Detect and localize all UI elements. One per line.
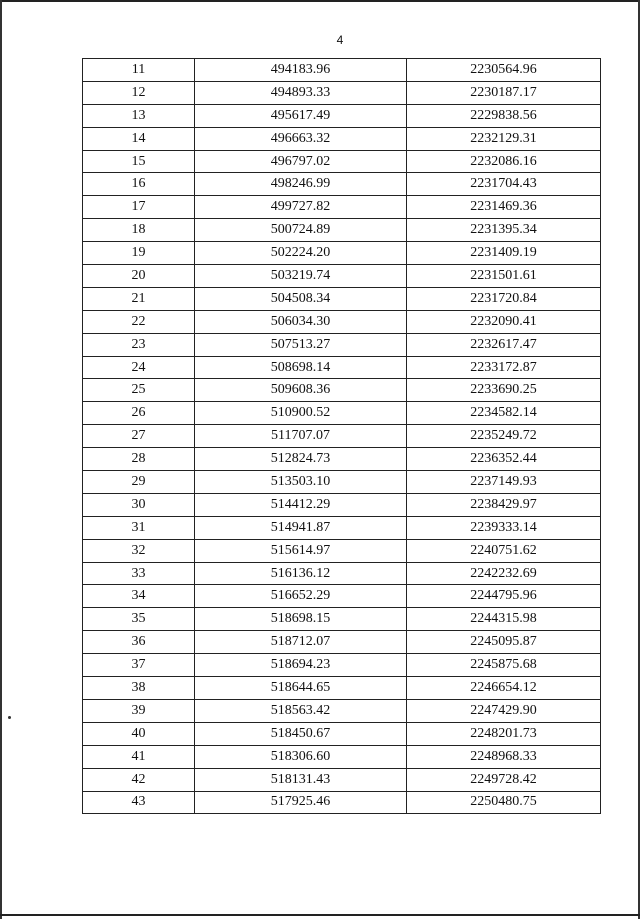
y-coordinate-cell: 2245095.87	[407, 631, 601, 654]
x-coordinate-cell: 507513.27	[195, 333, 407, 356]
point-number-cell: 29	[83, 471, 195, 494]
y-coordinate-cell: 2239333.14	[407, 516, 601, 539]
point-number-cell: 17	[83, 196, 195, 219]
scan-speck	[8, 716, 11, 719]
x-coordinate-cell: 518698.15	[195, 608, 407, 631]
table-row	[83, 471, 601, 494]
x-coordinate-cell: 512824.73	[195, 448, 407, 471]
x-coordinate-cell: 506034.30	[195, 310, 407, 333]
x-coordinate-cell: 500724.89	[195, 219, 407, 242]
y-coordinate-cell: 2242232.69	[407, 562, 601, 585]
x-coordinate-cell: 502224.20	[195, 242, 407, 265]
x-coordinate-cell: 499727.82	[195, 196, 407, 219]
table-row	[83, 287, 601, 310]
table-row	[83, 150, 601, 173]
y-coordinate-cell: 2231395.34	[407, 219, 601, 242]
point-number-cell: 25	[83, 379, 195, 402]
y-coordinate-cell: 2231409.19	[407, 242, 601, 265]
y-coordinate-cell: 2233690.25	[407, 379, 601, 402]
y-coordinate-cell: 2248201.73	[407, 722, 601, 745]
y-coordinate-cell: 2232090.41	[407, 310, 601, 333]
table-row	[83, 173, 601, 196]
point-number-cell: 16	[83, 173, 195, 196]
table-row	[83, 310, 601, 333]
y-coordinate-cell: 2231469.36	[407, 196, 601, 219]
y-coordinate-cell: 2244795.96	[407, 585, 601, 608]
x-coordinate-cell: 516136.12	[195, 562, 407, 585]
x-coordinate-cell: 496663.32	[195, 127, 407, 150]
page-edge-top	[0, 0, 640, 2]
y-coordinate-cell: 2231720.84	[407, 287, 601, 310]
x-coordinate-cell: 496797.02	[195, 150, 407, 173]
y-coordinate-cell: 2229838.56	[407, 104, 601, 127]
x-coordinate-cell: 514412.29	[195, 493, 407, 516]
table-row	[83, 104, 601, 127]
y-coordinate-cell: 2248968.33	[407, 745, 601, 768]
table-row	[83, 631, 601, 654]
table-row	[83, 219, 601, 242]
y-coordinate-cell: 2232086.16	[407, 150, 601, 173]
table-row	[83, 791, 601, 814]
y-coordinate-cell: 2231501.61	[407, 265, 601, 288]
point-number-cell: 37	[83, 654, 195, 677]
x-coordinate-cell: 514941.87	[195, 516, 407, 539]
point-number-cell: 30	[83, 493, 195, 516]
point-number-cell: 39	[83, 699, 195, 722]
y-coordinate-cell: 2245875.68	[407, 654, 601, 677]
point-number-cell: 22	[83, 310, 195, 333]
x-coordinate-cell: 517925.46	[195, 791, 407, 814]
table-row	[83, 81, 601, 104]
x-coordinate-cell: 518450.67	[195, 722, 407, 745]
y-coordinate-cell: 2232617.47	[407, 333, 601, 356]
point-number-cell: 35	[83, 608, 195, 631]
x-coordinate-cell: 513503.10	[195, 471, 407, 494]
table-row	[83, 722, 601, 745]
point-number-cell: 42	[83, 768, 195, 791]
y-coordinate-cell: 2231704.43	[407, 173, 601, 196]
table-row	[83, 493, 601, 516]
x-coordinate-cell: 511707.07	[195, 425, 407, 448]
table-row	[83, 333, 601, 356]
point-number-cell: 23	[83, 333, 195, 356]
table-row	[83, 379, 601, 402]
x-coordinate-cell: 518563.42	[195, 699, 407, 722]
page-edge-bottom	[0, 914, 640, 916]
table-row	[83, 265, 601, 288]
table-row	[83, 242, 601, 265]
y-coordinate-cell: 2236352.44	[407, 448, 601, 471]
point-number-cell: 40	[83, 722, 195, 745]
table-row	[83, 562, 601, 585]
table-row	[83, 59, 601, 82]
x-coordinate-cell: 518131.43	[195, 768, 407, 791]
point-number-cell: 27	[83, 425, 195, 448]
point-number-cell: 43	[83, 791, 195, 814]
table-row	[83, 608, 601, 631]
table-row	[83, 402, 601, 425]
y-coordinate-cell: 2246654.12	[407, 677, 601, 700]
table-row	[83, 127, 601, 150]
table-row	[83, 745, 601, 768]
x-coordinate-cell: 503219.74	[195, 265, 407, 288]
table-row	[83, 677, 601, 700]
x-coordinate-cell: 518644.65	[195, 677, 407, 700]
y-coordinate-cell: 2233172.87	[407, 356, 601, 379]
table-row	[83, 425, 601, 448]
y-coordinate-cell: 2250480.75	[407, 791, 601, 814]
point-number-cell: 13	[83, 104, 195, 127]
coordinates-table	[82, 58, 601, 814]
point-number-cell: 21	[83, 287, 195, 310]
point-number-cell: 33	[83, 562, 195, 585]
point-number-cell: 34	[83, 585, 195, 608]
y-coordinate-cell: 2234582.14	[407, 402, 601, 425]
page-number: 4	[336, 33, 344, 47]
table-row	[83, 699, 601, 722]
point-number-cell: 26	[83, 402, 195, 425]
table-row	[83, 448, 601, 471]
x-coordinate-cell: 504508.34	[195, 287, 407, 310]
y-coordinate-cell: 2240751.62	[407, 539, 601, 562]
x-coordinate-cell: 494183.96	[195, 59, 407, 82]
point-number-cell: 12	[83, 81, 195, 104]
x-coordinate-cell: 518694.23	[195, 654, 407, 677]
table-row	[83, 585, 601, 608]
x-coordinate-cell: 498246.99	[195, 173, 407, 196]
x-coordinate-cell: 495617.49	[195, 104, 407, 127]
y-coordinate-cell: 2247429.90	[407, 699, 601, 722]
table-row	[83, 654, 601, 677]
point-number-cell: 41	[83, 745, 195, 768]
point-number-cell: 38	[83, 677, 195, 700]
table-row	[83, 768, 601, 791]
point-number-cell: 14	[83, 127, 195, 150]
x-coordinate-cell: 508698.14	[195, 356, 407, 379]
table-row	[83, 539, 601, 562]
point-number-cell: 15	[83, 150, 195, 173]
y-coordinate-cell: 2235249.72	[407, 425, 601, 448]
page-edge-left	[0, 0, 2, 919]
point-number-cell: 24	[83, 356, 195, 379]
y-coordinate-cell: 2244315.98	[407, 608, 601, 631]
y-coordinate-cell: 2232129.31	[407, 127, 601, 150]
point-number-cell: 19	[83, 242, 195, 265]
y-coordinate-cell: 2238429.97	[407, 493, 601, 516]
table-body	[83, 59, 601, 814]
x-coordinate-cell: 509608.36	[195, 379, 407, 402]
x-coordinate-cell: 516652.29	[195, 585, 407, 608]
x-coordinate-cell: 515614.97	[195, 539, 407, 562]
x-coordinate-cell: 518712.07	[195, 631, 407, 654]
x-coordinate-cell: 494893.33	[195, 81, 407, 104]
table-row	[83, 196, 601, 219]
point-number-cell: 11	[83, 59, 195, 82]
y-coordinate-cell: 2230187.17	[407, 81, 601, 104]
point-number-cell: 18	[83, 219, 195, 242]
table-row	[83, 356, 601, 379]
y-coordinate-cell: 2237149.93	[407, 471, 601, 494]
point-number-cell: 31	[83, 516, 195, 539]
table-row	[83, 516, 601, 539]
point-number-cell: 36	[83, 631, 195, 654]
point-number-cell: 32	[83, 539, 195, 562]
y-coordinate-cell: 2249728.42	[407, 768, 601, 791]
x-coordinate-cell: 510900.52	[195, 402, 407, 425]
y-coordinate-cell: 2230564.96	[407, 59, 601, 82]
point-number-cell: 20	[83, 265, 195, 288]
x-coordinate-cell: 518306.60	[195, 745, 407, 768]
point-number-cell: 28	[83, 448, 195, 471]
